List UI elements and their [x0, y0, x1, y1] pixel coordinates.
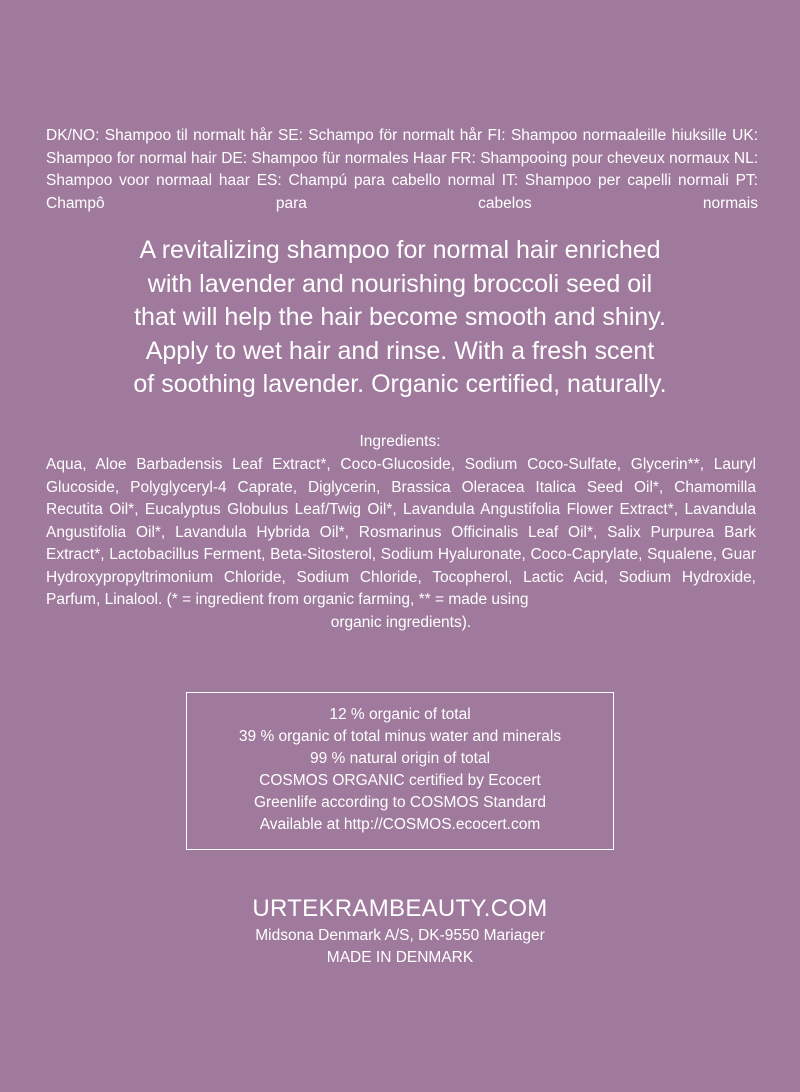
made-in-label: MADE IN DENMARK [326, 949, 474, 966]
description-line: with lavender and nourishing broccoli seed oil [147, 269, 653, 298]
description-line: A revitalizing shampoo for normal hair enriched [139, 236, 661, 264]
certification-box [186, 692, 614, 850]
product-description [40, 234, 760, 402]
cert-cosmos-organic: COSMOS ORGANIC certified by Ecocert [259, 772, 541, 789]
cert-available-at: Available at http://COSMOS.ecocert.com [259, 816, 541, 833]
ingredients-text: Aqua, Aloe Barbadensis Leaf Extract*, Coco-Glucoside, Sodium Coco-Sulfate, Glycerin**, Lauryl Glucoside, Polyglyceryl-4 Caprate, Diglycerin, Brassica Oleracea Italica Seed Oil*, Chamomilla Recutita Oil*, Eucalyptus Globulus Leaf/Twig Oil*, Lavandula Angustifolia Flower Extract*, Lavandula Angustifolia Oil*, Lavandula Hybrida Oil*, Rosmarinus Officinalis Leaf Oil*, Salix Purpurea Bark Extract*, Lactobacillus Ferment, Beta-Sitosterol, Sodium Hyaluronate, Coco-Caprylate, Squalene, Guar Hydroxypropyltrimonium Chloride, Sodium Chloride, Tocopherol, Lactic Acid, Sodium Hydroxide, Parfum, Linalool. (* = ingredient from organic farming, ** = made using [46, 456, 756, 608]
product-name-translations: DK/NO: Shampoo til normalt hår SE: Schampo för normalt hår FI: Shampoo normaaleille hiuksille UK: Shampoo for normal hair DE: Shampoo für normales Haar FR: Shampooing pour cheveux normaux NL: Shampoo voor normaal haar ES: Champú para cabello normal IT: Shampoo per capelli normali PT: Champô para cabelos normais [46, 127, 758, 212]
cert-organic-minus-water: 39 % organic of total minus water and minerals [238, 728, 562, 745]
description-line: that will help the hair become smooth and shiny. [134, 303, 666, 331]
cert-greenlife: Greenlife according to COSMOS Standard [253, 794, 547, 811]
ingredients-heading: Ingredients: [359, 433, 441, 450]
manufacturer-footer [0, 893, 800, 969]
ingredients-footnote-end: organic ingredients). [330, 613, 472, 631]
ingredients-list [46, 454, 756, 634]
description-line: of soothing lavender. Organic certified, naturally. [133, 370, 667, 398]
cert-natural-origin: 99 % natural origin of total [309, 750, 491, 767]
cert-organic-total: 12 % organic of total [329, 706, 471, 723]
manufacturer-address: Midsona Denmark A/S, DK-9550 Mariager [255, 927, 545, 944]
description-line: Apply to wet hair and rinse. With a fresh scent [145, 336, 655, 365]
website-text: URTEKRAMBEAUTY.COM [252, 895, 548, 922]
